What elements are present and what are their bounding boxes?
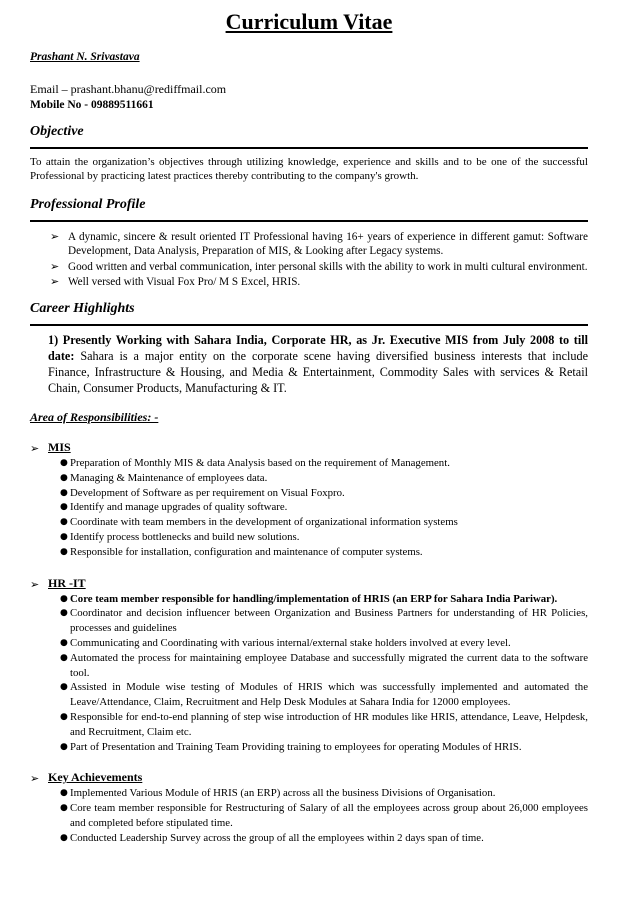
dot-bullet-icon: ● [60,593,68,604]
list-item: ● Responsible for installation, configuration and maintenance of computer systems. [60,545,423,558]
career-divider [30,324,588,326]
dot-bullet-icon: ● [60,546,68,557]
list-item: ● Core team member responsible for Restructuring of Salary of all the employees across group about 26,000 employees and completed before stipulated time. [60,802,588,829]
list-item: ● Managing & Maintenance of employees data. [60,471,268,484]
dot-bullet-icon: ● [60,832,68,843]
objective-text: To attain the organization’s objectives through utilizing knowledge, experience and skills and to be one of the successful Professional by practicing latest practices thereby contributing to the company's growth. [30,155,588,182]
list-item: ● Assisted in Module wise testing of Modules of HRIS which was successfully implemented and automated the Leave/Attendance, Claim, Recruitment and Help Desk Modules at Sahara India for 12000 employees. [60,681,588,709]
arrow-bullet-icon: ➢ [50,259,60,273]
list-item: ● Implemented Various Module of HRIS (an ERP) across all the business Divisions of Organisation. [60,787,496,800]
list-item: ● Communicating and Coordinating with various internal/external stake holders involved at every level. [60,636,511,649]
dot-bullet-icon: ● [60,458,68,468]
list-item: ● Coordinator and decision influencer between Organization and Business Partners for understanding of HR Policies, processes and guidelines [60,607,588,635]
hrit-section [30,576,588,755]
responsibilities-heading: Area of Responsibilities: - [30,409,159,424]
achievements-section [30,770,588,845]
list-item: ● Preparation of Monthly MIS & data Analysis based on the requirement of Management. [60,457,450,469]
mis-list [30,456,588,560]
document-title: Curriculum Vitae [225,9,393,34]
dot-bullet-icon: ● [60,472,68,483]
arrow-bullet-icon: ➢ [30,442,40,455]
career-text: Sahara is a major entity on the corporate scene having diversified business interests that include Finance, Infrastructure & Housing, and Media & Entertainment, Commodity Sales with services & Retail Chain, Consumer Products, Manufacturing & IT. [48,348,588,395]
dot-bullet-icon: ● [60,652,68,663]
dot-bullet-icon: ● [60,788,68,799]
career-heading: Career Highlights [30,300,135,316]
achievements-list [30,786,588,845]
mis-heading: ➢ MIS [30,440,71,455]
dot-bullet-icon: ● [60,711,68,722]
objective-heading: Objective [30,123,84,139]
dot-bullet-icon: ● [60,517,68,528]
profile-list [30,230,588,290]
list-item: ➢ A dynamic, sincere & result oriented IT Professional having 16+ years of experience in different gamut: Software Development, Data Analysis, Preparation of MIS, & Looking after Legacy systems. [50,229,588,257]
list-item: ● Identify and manage upgrades of quality software. [60,501,288,514]
list-item: ● Development of Software as per requirement on Visual Foxpro. [60,486,345,499]
profile-divider [30,220,588,222]
dot-bullet-icon: ● [60,803,68,814]
mobile-line: Mobile No - 09889511661 [30,98,154,111]
contact-block [30,81,588,113]
dot-bullet-icon: ● [60,637,68,648]
hrit-list [30,592,588,755]
list-item: ➢ Well versed with Visual Fox Pro/ M S Excel, HRIS. [50,275,301,288]
list-item: ● Part of Presentation and Training Team Providing training to employees for operating Modules of HRIS. [60,740,522,753]
career-intro [48,332,588,396]
list-item: ➢ Good written and verbal communication, inter personal skills with the ability to work in multi cultural environment. [50,259,588,273]
dot-bullet-icon: ● [60,608,68,619]
arrow-bullet-icon: ➢ [30,577,40,591]
dot-bullet-icon: ● [60,741,68,752]
arrow-bullet-icon: ➢ [50,229,60,243]
achievements-heading: ➢ Key Achievements [30,770,143,786]
hrit-heading: ➢ HR -IT [30,575,86,591]
dot-bullet-icon: ● [60,487,68,498]
list-item: ● Coordinate with team members in the development of organizational information systems [60,516,458,529]
list-item: ● Identify process bottlenecks and build new solutions. [60,530,300,543]
objective-divider [30,147,588,149]
list-item: ● Core team member responsible for handling/implementation of HRIS (an ERP for Sahara India Pariwar). [60,592,558,605]
dot-bullet-icon: ● [60,531,68,542]
dot-bullet-icon: ● [60,682,68,693]
profile-heading: Professional Profile [30,196,146,212]
list-item: ● Responsible for end-to-end planning of step wise introduction of HR modules like HRIS, attendance, Leave, Helpdesk, and Recruitment, Claim etc. [60,710,588,738]
dot-bullet-icon: ● [60,502,68,513]
mis-section [30,440,588,560]
list-item: ● Automated the process for maintaining employee Database and successfully migrated the current data to the software tool. [60,651,588,679]
arrow-bullet-icon: ➢ [30,772,40,786]
list-item: ● Conducted Leadership Survey across the group of all the employees within 2 days span of time. [60,831,484,844]
career-lead: 1) Presently Working with Sahara India, Corporate HR, as Jr. Executive MIS from July 2008 to till date: [48,332,588,363]
arrow-bullet-icon: ➢ [50,275,60,288]
email-line: Email – prashant.bhanu@rediffmail.com [30,81,227,96]
candidate-name: Prashant N. Srivastava [30,51,140,63]
